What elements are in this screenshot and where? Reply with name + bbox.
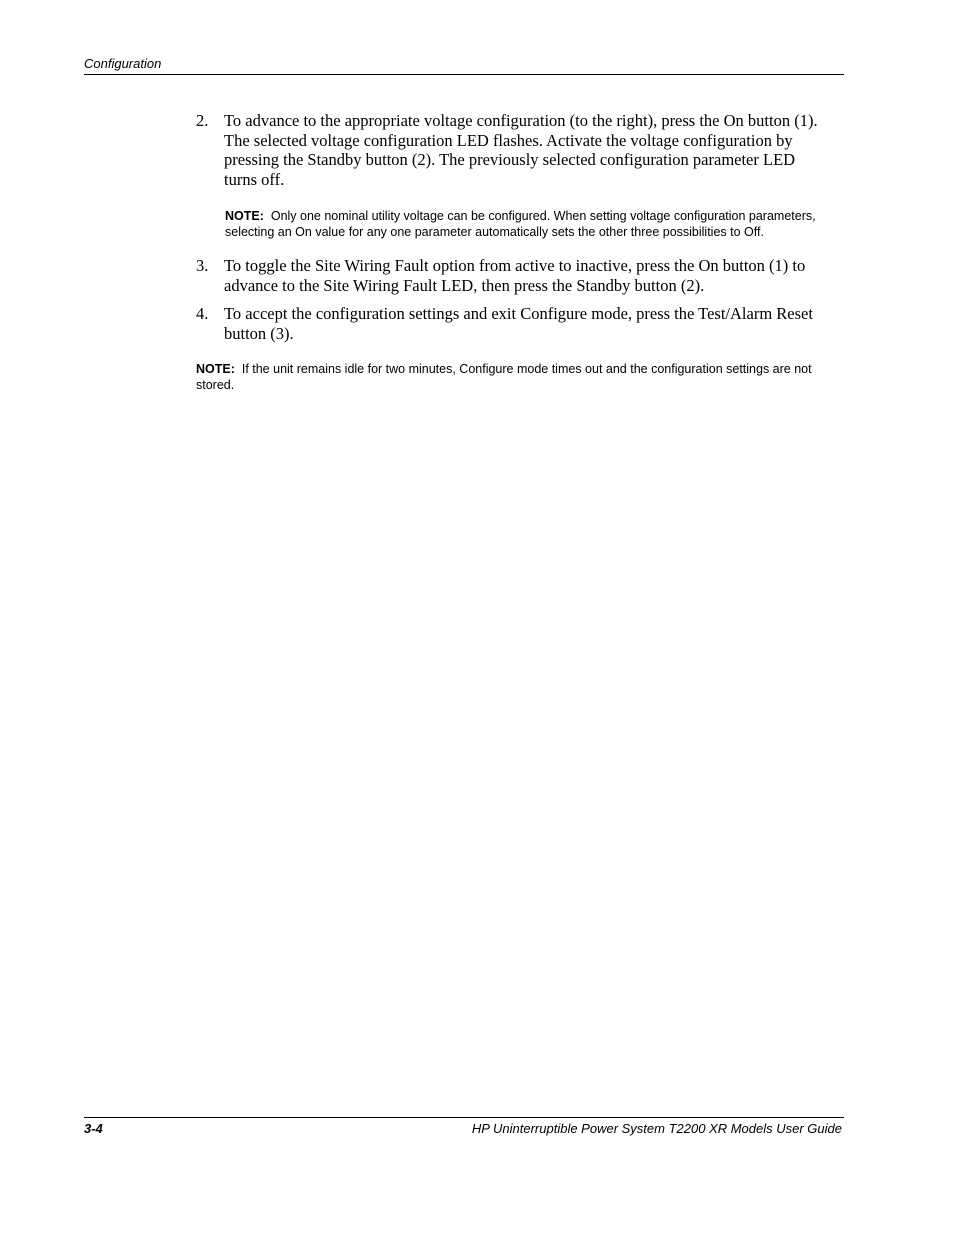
note-label: NOTE: xyxy=(225,209,264,223)
step-item xyxy=(196,256,844,295)
note-label: NOTE: xyxy=(196,362,235,376)
step-item xyxy=(196,304,844,343)
step-number: 2. xyxy=(196,111,209,130)
note-text: If the unit remains idle for two minutes, Configure mode times out and the configuration settings are not stored. xyxy=(196,362,812,392)
section-title: Configuration xyxy=(84,56,162,71)
note xyxy=(196,361,844,393)
step-number: 3. xyxy=(196,256,209,275)
step-number: 4. xyxy=(196,304,209,323)
step-item xyxy=(196,111,844,189)
note xyxy=(225,208,825,240)
page-number: 3-4 xyxy=(84,1121,103,1136)
step-text: To advance to the appropriate voltage configuration (to the right), press the On button (1). The selected voltage configuration LED flashes. Activate the voltage configuration by pressing the Standby button (2). The previously selected configuration parameter LED turns off. xyxy=(224,111,818,189)
step-text: To accept the configuration settings and exit Configure mode, press the Test/Alarm Reset button (3). xyxy=(224,304,813,343)
document-title: HP Uninterruptible Power System T2200 XR Models User Guide xyxy=(471,1121,842,1136)
page-content xyxy=(196,111,844,393)
note-text: Only one nominal utility voltage can be configured. When setting voltage configuration parameters, selecting an On value for any one parameter automatically sets the other three possibilities to Off. xyxy=(225,209,816,239)
page-header xyxy=(84,55,844,75)
page-footer xyxy=(84,1117,844,1138)
step-text: To toggle the Site Wiring Fault option from active to inactive, press the On button (1) to advance to the Site Wiring Fault LED, then press the Standby button (2). xyxy=(224,256,806,295)
